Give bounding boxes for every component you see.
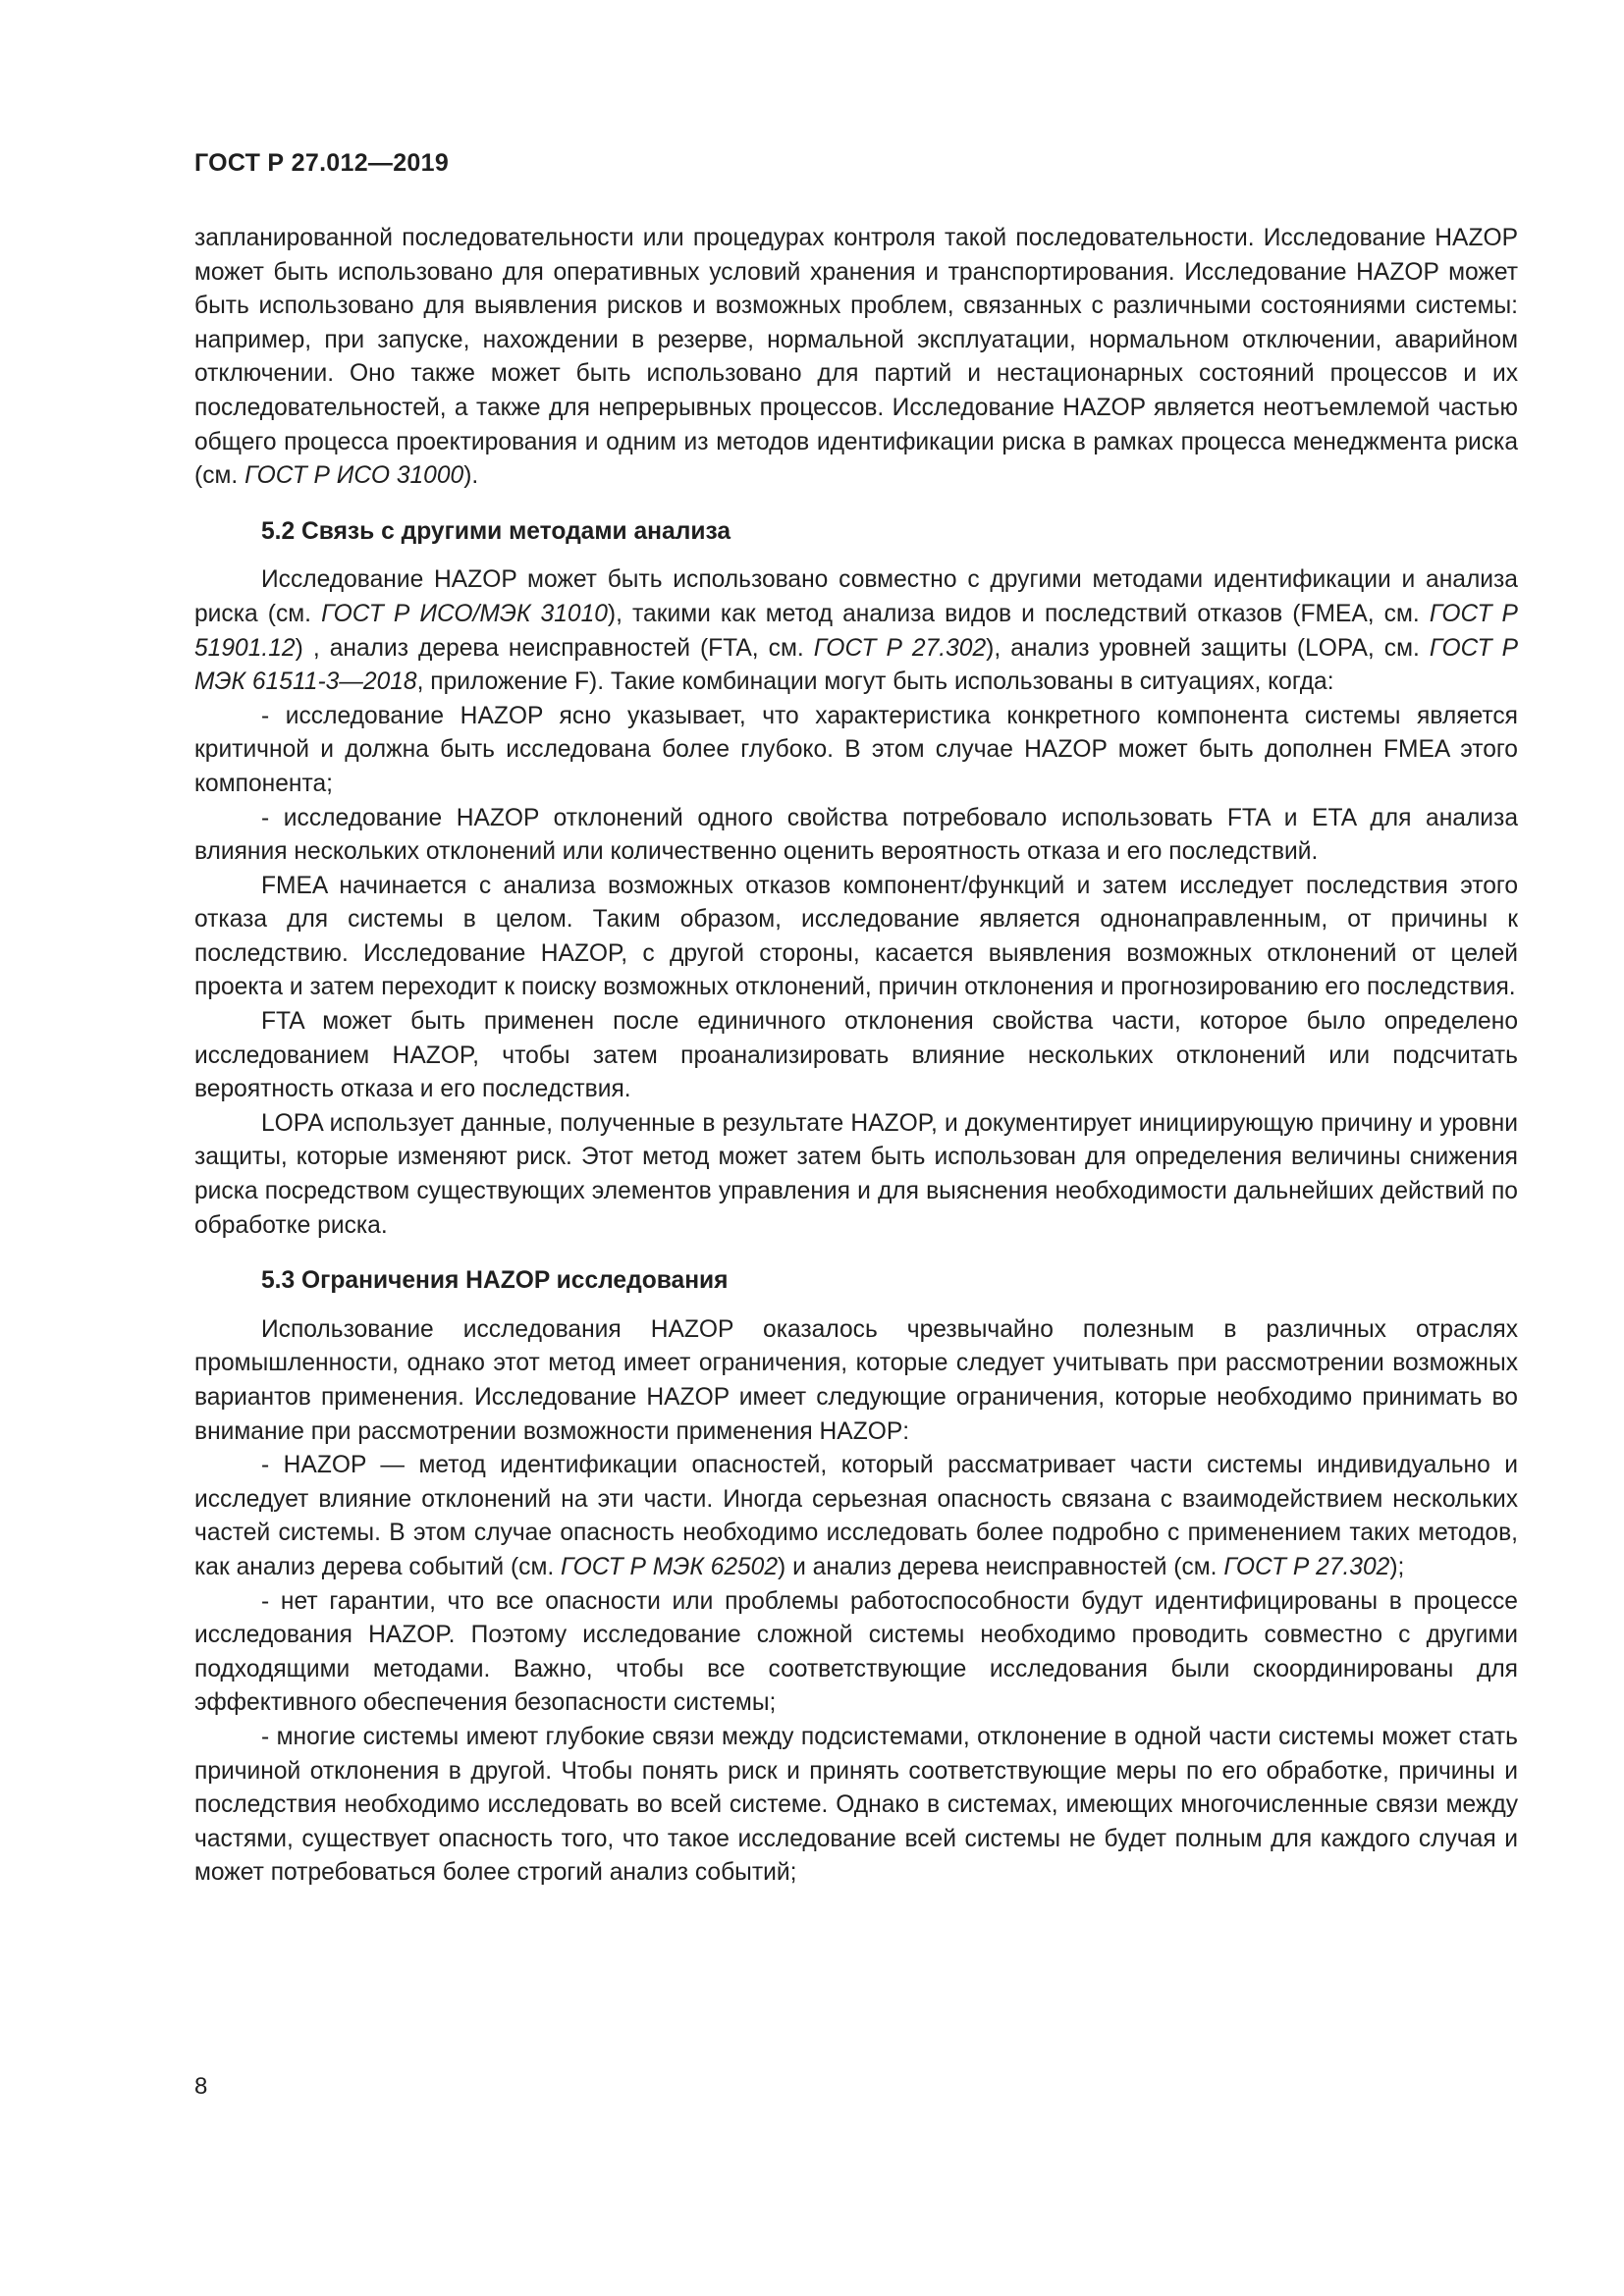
section-heading-5-3: 5.3 Ограничения HAZOP исследования [261, 1267, 729, 1295]
standard-reference: ГОСТ Р МЭК 62502 [561, 1553, 779, 1580]
intro-paragraph [194, 222, 1518, 494]
list-item: - исследование HAZOP отклонений одного свойства потребовало использовать FTA и ETA для анализа влияния нескольких отклонений или количественно оценить вероятность отказа и его последствий. [194, 804, 1518, 866]
list-item [194, 1449, 1518, 1584]
standard-reference: ГОСТ Р 27.302 [1223, 1553, 1390, 1580]
text-run: ), такими как метод анализа видов и последствий отказов (FMEA, см. [607, 600, 1430, 627]
paragraph: FMEA начинается с анализа возможных отказов компонент/функций и затем исследует последствия этого отказа для системы в целом. Таким образом, исследование является однонаправленным, от причины к последствию. Исследование HAZOP, с другой стороны, касается выявления возможных отклонений от целей проекта и затем переходит к поиску возможных отклонений, причин отклонения и прогнозированию его последствия. [194, 872, 1518, 1001]
text-run: ); [1389, 1553, 1405, 1580]
standard-reference: ГОСТ Р ИСО/МЭК 31010 [321, 600, 608, 627]
paragraph: LOPA использует данные, полученные в результате HAZOP, и документирует инициирующую причину и уровни защиты, которые изменяют риск. Этот метод может затем быть использован для определения величины снижения риска посредством существующих элементов управления и для выяснения необходимости дальнейших действий по обработке риска. [194, 1109, 1518, 1239]
text-run: ). [463, 462, 479, 490]
standard-reference: ГОСТ Р 51901.12 [194, 600, 1518, 662]
text-run: , приложение F). Такие комбинации могут быть использованы в ситуациях, когда: [416, 668, 1334, 696]
paragraph: Использование исследования HAZOP оказалось чрезвычайно полезным в различных отраслях промышленности, однако этот метод имеет ограничения, которые следует учитывать при рассмотрении возможных вариантов применения. Исследование HAZOP имеет следующие ограничения, которые необходимо принимать во внимание при рассмотрении возможности применения HAZOP: [194, 1315, 1518, 1445]
text-run: Исследование HAZOP может быть использовано совместно с другими методами идентификации и анализа риска (см. [194, 566, 1518, 627]
standard-reference: ГОСТ Р МЭК 61511-3—2018 [194, 634, 1518, 696]
text-run: ) , анализ дерева неисправностей (FTA, см. [295, 634, 814, 662]
list-item: - исследование HAZOP ясно указывает, что характеристика конкретного компонента системы является критичной и должна быть исследована более глубоко. В этом случае HAZOP может быть дополнен FMEA этого компонента; [194, 702, 1518, 797]
paragraph: FTA может быть применен после единичного отклонения свойства части, которое было определено исследованием HAZOP, чтобы затем проанализировать влияние нескольких отклонений или подсчитать вероятность отказа и его последствия. [194, 1008, 1518, 1103]
list-item: - нет гарантии, что все опасности или проблемы работоспособности будут идентифицированы в процессе исследования HAZOP. Поэтому исследование сложной системы необходимо проводить совместно с другими подходящими методами. Важно, чтобы все соответствующие исследования были скоординированы для эффективного обеспечения безопасности системы; [194, 1587, 1518, 1717]
document-body [194, 222, 1518, 1891]
page-number: 8 [194, 2073, 208, 2100]
paragraph [194, 563, 1518, 699]
list-item: - многие системы имеют глубокие связи между подсистемами, отклонение в одной части системы может стать причиной отклонения в другой. Чтобы понять риск и принять соответствующие меры по его обработке, причины и последствия необходимо исследовать во всей системе. Однако в системах, имеющих многочисленные связи между частями, существует опасность того, что такое исследование всей системы не будет полным для каждого случая и может потребоваться более строгий анализ событий; [194, 1723, 1518, 1887]
standard-reference: ГОСТ Р 27.302 [813, 634, 987, 662]
section-heading-5-2: 5.2 Связь с другими методами анализа [261, 517, 731, 545]
document-header: ГОСТ Р 27.012—2019 [194, 149, 450, 177]
standard-reference: ГОСТ Р ИСО 31000 [244, 462, 464, 490]
text-run: ) и анализ дерева неисправностей (см. [778, 1553, 1224, 1580]
text-run: запланированной последовательности или процедурах контроля такой последовательности. Исследование HAZOP может быть использовано для оперативных условий хранения и транспортирования. Исследование HAZOP может быть использовано для выявления рисков и возможных проблем, связанных с различными состояниями системы: например, при запуске, нахождении в резерве, нормальной эксплуатации, нормальном отключении, аварийном отключении. Оно также может быть использовано для партий и нестационарных состояний процессов и их последовательностей, а также для непрерывных процессов. Исследование HAZOP является неотъемлемой частью общего процесса проектирования и одним из методов идентификации риска в рамках процесса менеджмента риска (см. [194, 225, 1518, 490]
text-run: ), анализ уровней защиты (LOPA, см. [986, 634, 1430, 662]
text-run: - HAZOP — метод идентификации опасностей, который рассматривает части системы индивидуально и исследует влияние отклонений на эти части. Иногда серьезная опасность связана с взаимодействием нескольких частей системы. В этом случае опасность необходимо исследовать более подробно с применением таких методов, как анализ дерева событий (см. [194, 1452, 1518, 1580]
